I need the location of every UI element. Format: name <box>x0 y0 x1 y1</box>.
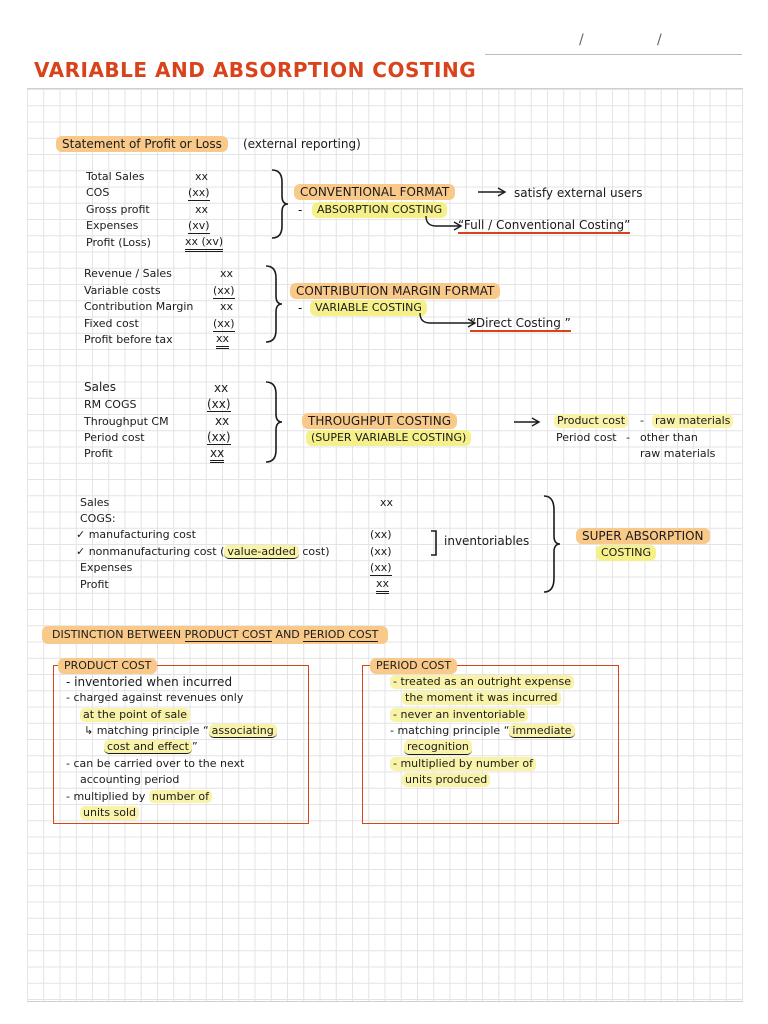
satisfy-external-users: satisfy external users <box>514 186 643 200</box>
row-value: xx <box>220 267 234 280</box>
super-absorption-costing-label: COSTING <box>596 545 656 561</box>
row-label: RM COGS <box>84 398 137 411</box>
period-cost-value-2: raw materials <box>640 447 716 460</box>
dash: - <box>298 301 303 315</box>
curved-arrow-icon <box>418 313 478 327</box>
dash: - <box>640 414 644 427</box>
row-value: xx <box>216 332 229 349</box>
nonmfg-paren: ( <box>220 545 225 558</box>
row-value: xx (xv) <box>185 235 223 252</box>
dash: - <box>626 431 630 444</box>
inventoriables-label: inventoriables <box>444 534 530 548</box>
nonmanufacturing-cost-label <box>76 545 330 559</box>
row-label: Profit (Loss) <box>86 236 151 249</box>
brace-block3 <box>264 380 284 464</box>
contribution-margin-format-label: CONTRIBUTION MARGIN FORMAT <box>290 283 500 299</box>
nonmfg-text: ✓ nonmanufacturing cost <box>76 545 217 558</box>
brace-block2 <box>264 264 284 344</box>
row-value: xx <box>214 381 229 395</box>
statement-note: (external reporting) <box>243 137 361 151</box>
expenses-value: (xx) <box>370 561 392 574</box>
distinction-heading <box>42 626 388 644</box>
super-variable-costing-label: (SUPER VARIABLE COSTING) <box>306 430 471 446</box>
profit-value: xx <box>376 577 389 594</box>
sales-value: xx <box>380 496 394 509</box>
multiplied-by-text: - multiplied by <box>66 790 149 803</box>
matching-principle-text: - matching principle “ <box>390 724 510 737</box>
row-label: Contribution Margin <box>84 300 194 313</box>
row-label: COS <box>86 186 110 199</box>
row-value: (xx) <box>213 317 235 330</box>
row-value: (xx) <box>213 284 235 297</box>
row-value: xx <box>220 300 234 313</box>
statement-heading: Statement of Profit or Loss <box>56 136 228 152</box>
product-line: accounting period <box>80 773 180 786</box>
period-line: recognition <box>404 740 472 755</box>
period-cost-value-1: other than <box>640 431 698 444</box>
row-label: Period cost <box>84 431 145 444</box>
distinction-product-cost: PRODUCT COST <box>184 628 273 641</box>
date-slash-2: / <box>657 32 662 48</box>
period-cost-label: Period cost <box>556 431 617 444</box>
row-label: Sales <box>84 380 116 394</box>
number-of-highlight: number of <box>149 790 212 803</box>
row-label: Expenses <box>86 219 139 232</box>
variable-costing-label: VARIABLE COSTING <box>310 300 427 316</box>
row-value: xx <box>195 203 209 216</box>
dash: - <box>298 203 303 217</box>
row-label: Profit before tax <box>84 333 173 346</box>
row-label: Gross profit <box>86 203 150 216</box>
row-value: (xx) <box>207 430 231 444</box>
cost-and-effect-highlight: cost and effect <box>104 740 192 754</box>
expenses-label: Expenses <box>80 561 133 574</box>
period-line: - multiplied by number of <box>390 757 536 771</box>
row-value: (xx) <box>188 186 210 199</box>
profit-label: Profit <box>80 578 109 591</box>
product-line <box>104 740 198 754</box>
period-line <box>390 724 575 738</box>
close-quote: ” <box>191 740 198 753</box>
product-line: - can be carried over to the next <box>66 757 245 770</box>
absorption-costing-label: ABSORPTION COSTING <box>312 202 447 218</box>
row-label: Total Sales <box>86 170 145 183</box>
arrow-right-icon <box>514 418 544 428</box>
direct-costing-alias: “Direct Costing ” <box>470 316 571 330</box>
distinction-and: AND <box>272 628 304 641</box>
product-line <box>84 724 277 738</box>
bracket-inventoriables <box>430 530 440 556</box>
product-line <box>66 790 212 804</box>
period-line: - treated as an outright expense <box>390 675 574 689</box>
immediate-highlight: immediate <box>509 724 574 738</box>
value-added-highlight: value-added <box>224 545 298 559</box>
row-value: (xv) <box>188 219 210 232</box>
period-line: the moment it was incurred <box>402 691 561 705</box>
nonmanufacturing-cost-value: (xx) <box>370 545 392 558</box>
matching-principle-text: ↳ matching principle “ <box>84 724 209 737</box>
product-line: units sold <box>80 806 139 820</box>
associating-highlight: associating <box>209 724 277 738</box>
distinction-pre: DISTINCTION BETWEEN <box>52 628 185 641</box>
cogs-label: COGS: <box>80 512 116 525</box>
super-absorption-label: SUPER ABSORPTION <box>576 528 710 544</box>
throughput-costing-label: THROUGHPUT COSTING <box>302 413 457 429</box>
row-value: (xx) <box>207 397 231 411</box>
page-title: VARIABLE AND ABSORPTION COSTING <box>34 58 477 82</box>
manufacturing-cost-label: ✓ manufacturing cost <box>76 528 196 541</box>
arrow-right-icon <box>478 188 508 198</box>
date-slash-1: / <box>579 32 584 48</box>
product-cost-title: PRODUCT COST <box>58 658 157 674</box>
brace-block1 <box>270 168 290 240</box>
nonmfg-rest: cost) <box>302 545 330 558</box>
row-label: Variable costs <box>84 284 161 297</box>
distinction-period-cost: PERIOD COST <box>303 628 379 641</box>
date-line <box>485 54 742 55</box>
row-label: Profit <box>84 447 113 460</box>
product-line: - inventoried when incurred <box>66 675 233 689</box>
row-value: xx <box>195 170 209 183</box>
period-line: - never an inventoriable <box>390 708 528 722</box>
row-value: xx <box>215 414 230 428</box>
period-line: units produced <box>402 773 490 787</box>
row-value: xx <box>210 446 224 463</box>
product-cost-value: raw materials <box>652 414 733 428</box>
product-line: - charged against revenues only <box>66 691 244 704</box>
brace-block4 <box>542 494 562 594</box>
product-line: at the point of sale <box>80 708 190 722</box>
manufacturing-cost-value: (xx) <box>370 528 392 541</box>
row-label: Revenue / Sales <box>84 267 172 280</box>
conventional-format-label: CONVENTIONAL FORMAT <box>294 184 455 200</box>
full-conventional-costing-alias: “Full / Conventional Costing” <box>458 218 631 232</box>
period-cost-title: PERIOD COST <box>370 658 457 674</box>
sales-label: Sales <box>80 496 110 509</box>
product-cost-label: Product cost <box>554 414 628 428</box>
row-label: Throughput CM <box>84 415 169 428</box>
row-label: Fixed cost <box>84 317 139 330</box>
